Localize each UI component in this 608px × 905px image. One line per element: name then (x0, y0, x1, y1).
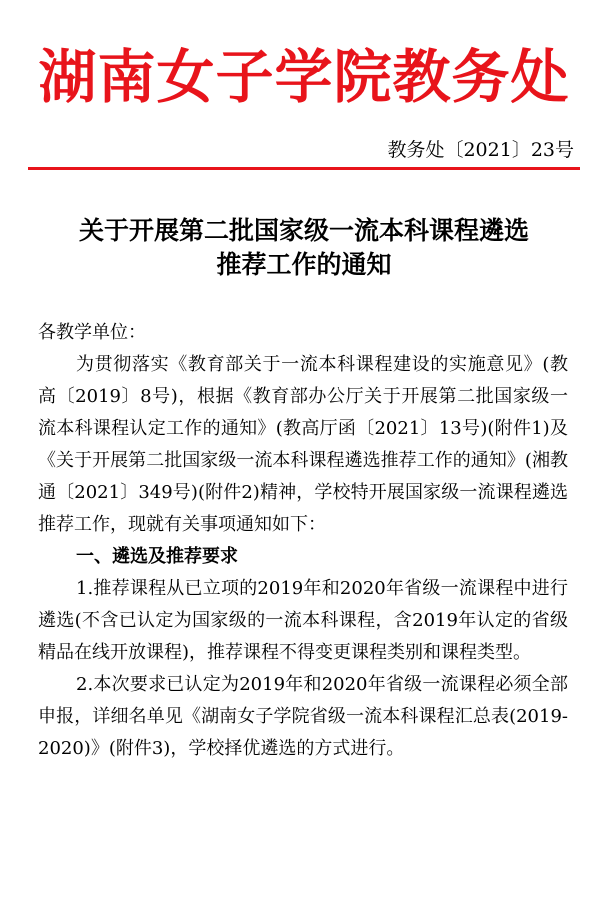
section-heading-requirements: 一、遴选及推荐要求 (76, 546, 238, 567)
requirement-item-1: 1.推荐课程从已立项的2019年和2020年省级一流课程中进行遴选(不含已认定为国家级的一流本科课程，含2019年认定的省级精品在线开放课程)，推荐课程不得变更课程类别和课程类型。 (38, 578, 568, 663)
intro-paragraph: 为贯彻落实《教育部关于一流本科课程建设的实施意见》(教高〔2019〕8号)，根据《教育部办公厅关于开展第二批国家级一流本科课程认定工作的通知》(教高厅函〔2021〕13号)(附件1)及《关于开展第二批国家级一流本科课程遴选推荐工作的通知》(湘教通〔2021〕349号)(附件2)精神，学校特开展国家级一流课程遴选推荐工作，现就有关事项通知如下： (38, 354, 568, 535)
notice-body (38, 317, 568, 765)
notice-title-line-2: 推荐工作的通知 (216, 250, 392, 279)
requirement-item-2: 2.本次要求已认定为2019年和2020年省级一流课程必须全部申报，详细名单见《湖南女子学院省级一流本科课程汇总表(2019-2020)》(附件3)，学校择优遴选的方式进行。 (38, 674, 568, 759)
document-number: 教务处〔2021〕23号 (387, 139, 574, 161)
salutation: 各教学单位： (38, 322, 146, 343)
office-title: 湖南女子学院教务处 (38, 43, 570, 111)
red-divider-line (28, 167, 580, 170)
notice-title (20, 214, 588, 282)
notice-title-line-1: 关于开展第二批国家级一流本科课程遴选 (78, 216, 529, 245)
